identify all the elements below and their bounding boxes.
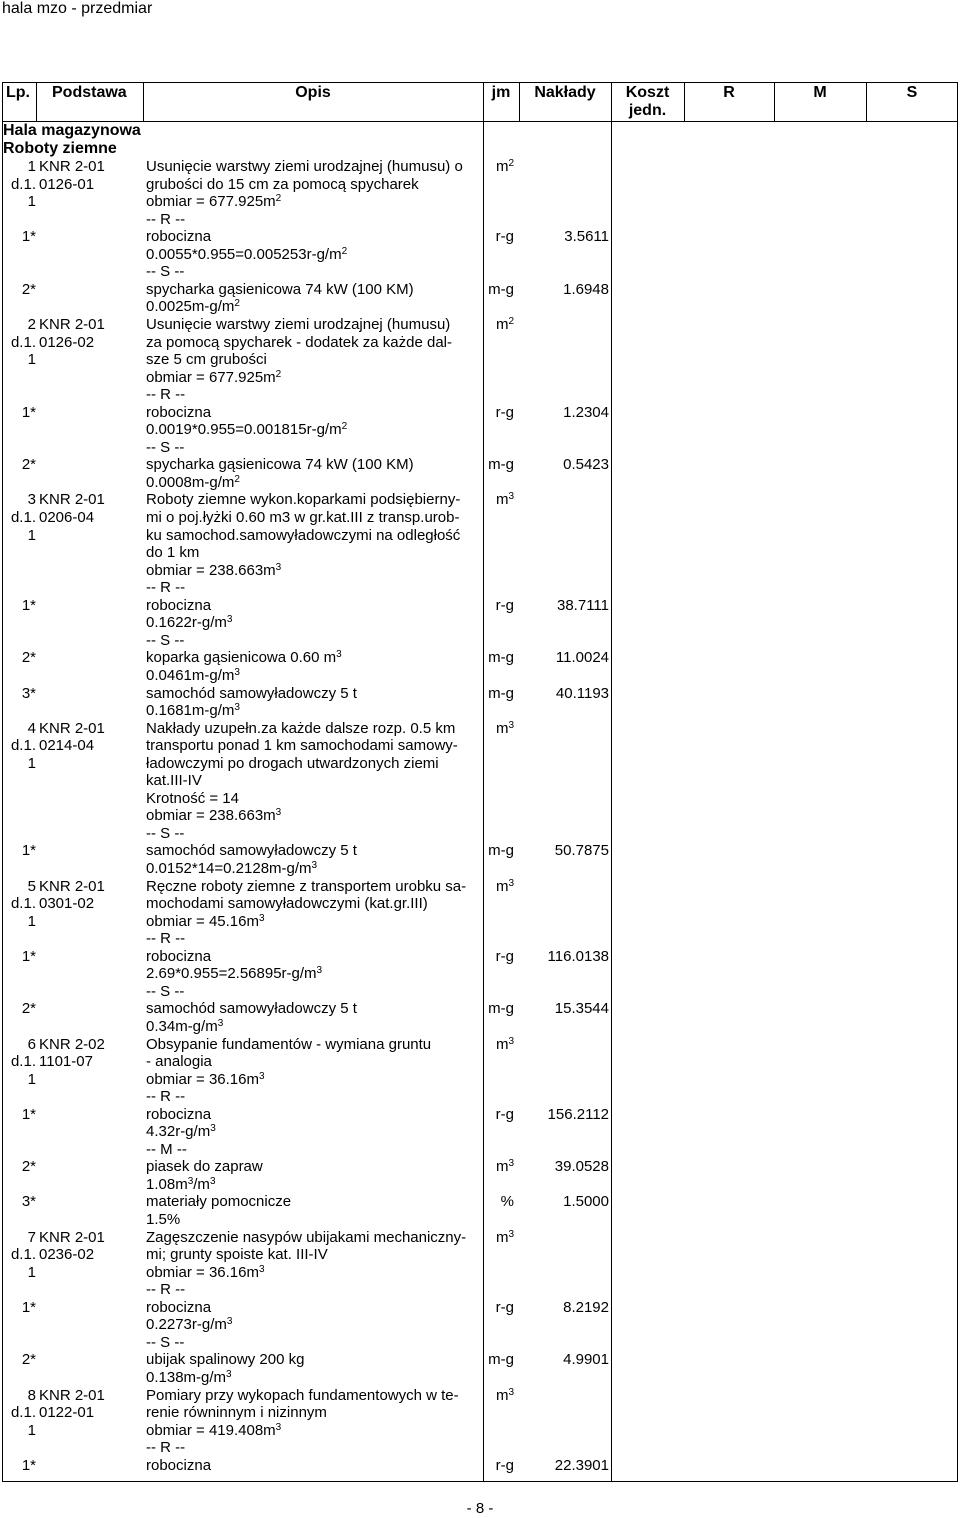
- cell-podstawa: 0122-01: [39, 1404, 95, 1422]
- cell-lp: 2*: [21, 649, 36, 667]
- cell-jm: $m^3$: [495, 877, 514, 895]
- cell-opis: Usunięcie warstwy ziemi urodzajnej (humusu): [146, 315, 451, 333]
- cell-podstawa: KNR 2-01: [39, 1386, 105, 1404]
- cell-lp: d.1.: [10, 175, 36, 193]
- cell-lp: 1: [27, 351, 36, 369]
- cell-opis: transportu ponad 1 km samochodami samowy-: [146, 737, 458, 755]
- cell-jm: $m^2$: [495, 158, 514, 175]
- cell-opis: Usunięcie warstwy ziemi urodzajnej (humusu) o: [146, 158, 463, 175]
- cell-naklady: 1.5000: [563, 1193, 609, 1211]
- table-row: [0, 1264, 960, 1282]
- table-row: [0, 614, 960, 632]
- cell-lp: d.1.: [10, 1053, 36, 1071]
- cell-podstawa: KNR 2-01: [39, 1228, 105, 1246]
- cell-podstawa: 0301-02: [39, 895, 95, 913]
- cell-opis: $0.0055*0.955=0.005253r-g/m^2$: [146, 245, 348, 263]
- header-lp: Lp.: [6, 84, 30, 101]
- cell-naklady: 39.0528: [554, 1158, 609, 1176]
- table-row: [0, 1404, 960, 1422]
- table-row: [0, 421, 960, 439]
- table-row: [0, 404, 960, 422]
- cell-opis: Pomiary przy wykopach fundamentowych w te-: [146, 1386, 459, 1404]
- table-row: [0, 456, 960, 474]
- cell-opis: -- R --: [146, 386, 186, 404]
- cell-opis: -- R --: [146, 579, 186, 597]
- cell-opis: $1.08m^3/m^3$: [146, 1175, 216, 1193]
- table-row: [0, 1071, 960, 1089]
- cell-jm: $m^3$: [495, 719, 514, 737]
- cell-opis: $4.32r-g/m^3$: [146, 1123, 216, 1141]
- table-row: [0, 632, 960, 650]
- cell-jm: m-g: [488, 280, 514, 298]
- cell-naklady: 11.0024: [555, 649, 609, 667]
- cell-opis: $0.2273r-g/m^3$: [146, 1316, 233, 1334]
- table-row: [0, 562, 960, 580]
- cell-naklady: 156.2112: [547, 1105, 609, 1123]
- cell-naklady: 38.7111: [557, 596, 609, 614]
- table-row: [0, 1369, 960, 1387]
- cell-opis: $0.1622r-g/m^3$: [146, 614, 233, 632]
- subsection-heading: Roboty ziemne: [3, 140, 117, 157]
- cell-opis: $0.0019*0.955=0.001815r-g/m^2$: [146, 421, 348, 439]
- cell-jm: $m^3$: [495, 1158, 514, 1176]
- table-row: [0, 298, 960, 316]
- cell-opis: robocizna: [146, 403, 212, 421]
- cell-opis: $2.69*0.955=2.56895r-g/m^3$: [146, 965, 323, 983]
- table-row: [0, 702, 960, 720]
- cell-jm: r-g: [495, 596, 514, 614]
- table-row: [0, 1158, 960, 1176]
- header-m: M: [813, 84, 827, 101]
- table-row: [0, 1123, 960, 1141]
- cell-opis: piasek do zapraw: [146, 1158, 263, 1176]
- header-opis: Opis: [295, 84, 331, 101]
- cell-lp: d.1.: [10, 1246, 36, 1264]
- cell-opis: $0.138m-g/m^3$: [146, 1368, 232, 1386]
- table-row: [0, 1036, 960, 1054]
- cell-opis: obmiar = $36.16m^3$: [146, 1070, 265, 1088]
- cell-opis: do 1 km: [146, 544, 200, 562]
- cell-opis: -- R --: [146, 1281, 186, 1299]
- table-row: [0, 878, 960, 896]
- cell-podstawa: KNR 2-01: [39, 491, 105, 509]
- cell-opis: Roboty ziemne wykon.koparkami podsiębierny-: [146, 491, 461, 509]
- table-row: [0, 246, 960, 264]
- cell-podstawa: KNR 2-01: [39, 719, 105, 737]
- header-koszt: Koszt: [625, 84, 670, 101]
- table-row: [0, 193, 960, 211]
- cell-podstawa: 0126-01: [39, 175, 95, 193]
- cell-jm: r-g: [495, 947, 514, 965]
- table-row: [0, 755, 960, 773]
- table-row: [0, 1211, 960, 1229]
- table-row: [0, 439, 960, 457]
- cell-naklady: 3.5611: [564, 228, 609, 246]
- page-footer: - 8 -: [466, 1500, 494, 1517]
- cell-lp: 1*: [21, 1298, 36, 1316]
- cell-opis: ubijak spalinowy 200 kg: [146, 1351, 305, 1369]
- cell-opis: sze 5 cm grubości: [146, 351, 267, 369]
- cell-opis: Ręczne roboty ziemne z transportem urobku sa-: [146, 877, 467, 895]
- cell-opis: renie równinnym i nizinnym: [146, 1404, 327, 1422]
- cell-opis: ładowczymi po drogach utwardzonych ziemi: [146, 754, 439, 772]
- table-row: [0, 1316, 960, 1334]
- cell-jm: $m^3$: [495, 1386, 514, 1404]
- cell-opis: obmiar = $677.925m^2$: [146, 193, 282, 211]
- cell-podstawa: KNR 2-01: [39, 315, 105, 333]
- cell-lp: 1: [27, 754, 36, 772]
- table-row: [0, 1351, 960, 1369]
- cell-naklady: 116.0138: [547, 947, 609, 965]
- cell-lp: 1: [27, 1421, 36, 1439]
- cell-opis: -- R --: [146, 930, 186, 948]
- page-title: hala mzo - przedmiar: [2, 0, 153, 17]
- cell-podstawa: KNR 2-01: [39, 158, 105, 175]
- section-heading: Hala magazynowa: [3, 122, 141, 139]
- table-row: [0, 1193, 960, 1211]
- cell-lp: 1*: [21, 1456, 36, 1474]
- table-row: [0, 1457, 960, 1475]
- table-row: [0, 1106, 960, 1124]
- cell-lp: 1*: [21, 947, 36, 965]
- cell-opis: Obsypanie fundamentów - wymiana gruntu: [146, 1035, 432, 1053]
- cell-opis: spycharka gąsienicowa 74 kW (100 KM): [146, 456, 414, 474]
- table-row: [0, 1422, 960, 1440]
- cell-naklady: 4.9901: [563, 1351, 609, 1369]
- table-row: [0, 1281, 960, 1299]
- cell-lp: 1: [27, 912, 36, 930]
- cell-opis: $0.0025m-g/m^2$: [146, 298, 240, 316]
- cell-opis: robocizna: [146, 947, 212, 965]
- cell-opis: robocizna: [146, 1298, 212, 1316]
- cell-jm: m-g: [488, 1000, 514, 1018]
- cell-opis: -- R --: [146, 1439, 186, 1457]
- cell-opis: -- S --: [146, 631, 185, 649]
- cell-lp: d.1.: [10, 333, 36, 351]
- cell-jm: r-g: [495, 1105, 514, 1123]
- cell-podstawa: 0206-04: [39, 509, 95, 526]
- cell-opis: materiały pomocnicze: [146, 1193, 292, 1211]
- cell-opis: 1.5%: [146, 1211, 181, 1228]
- cell-opis: - analogia: [146, 1053, 212, 1071]
- cell-podstawa: 0236-02: [39, 1246, 95, 1264]
- table-row: [0, 527, 960, 545]
- cell-opis: Zagęszczenie nasypów ubijakami mechaniczny-: [146, 1228, 467, 1246]
- cell-opis: $0.34m-g/m^3$: [146, 1017, 224, 1035]
- cell-lp: 1*: [21, 596, 36, 614]
- cell-opis: -- R --: [146, 210, 186, 228]
- table-row: [0, 1334, 960, 1352]
- table-row: [0, 1229, 960, 1247]
- table-row: [0, 316, 960, 334]
- cell-opis: Krotność = 14: [146, 789, 239, 807]
- cell-jm: r-g: [495, 228, 514, 246]
- cell-jm: r-g: [495, 1456, 514, 1474]
- cell-lp: 1*: [21, 842, 36, 860]
- cell-podstawa: 0214-04: [39, 737, 95, 755]
- table-row: [0, 948, 960, 966]
- cell-opis: koparka gąsienicowa 0.60 $m^3$: [146, 649, 342, 667]
- table-row: [0, 474, 960, 492]
- cell-lp: 3: [27, 491, 36, 509]
- cell-jm: m-g: [488, 1351, 514, 1369]
- table-row: [0, 351, 960, 369]
- cell-opis: $0.0008m-g/m^2$: [146, 473, 240, 491]
- cell-jm: m-g: [488, 842, 514, 860]
- header-podstawa: Podstawa: [52, 84, 127, 101]
- cell-opis: robocizna: [146, 1105, 212, 1123]
- table-row: [0, 1439, 960, 1457]
- cell-lp: 1: [27, 193, 36, 211]
- cell-opis: samochód samowyładowczy 5 t: [146, 842, 357, 860]
- header-r: R: [723, 84, 735, 101]
- cell-jm: r-g: [495, 403, 514, 421]
- cell-opis: -- M --: [146, 1140, 187, 1158]
- cell-jm: m-g: [488, 649, 514, 667]
- cell-lp: 8: [27, 1386, 36, 1404]
- table-row: [0, 807, 960, 825]
- table-row: [0, 983, 960, 1001]
- cell-opis: -- S --: [146, 982, 185, 1000]
- table-row: [0, 334, 960, 352]
- cell-lp: 2*: [21, 1158, 36, 1176]
- cell-jm: %: [500, 1193, 514, 1211]
- cell-opis: -- S --: [146, 824, 185, 842]
- cell-naklady: 15.3544: [554, 1000, 609, 1018]
- table-row: [0, 860, 960, 878]
- table-row: [0, 842, 960, 860]
- cell-opis: -- S --: [146, 438, 185, 456]
- table-row: [0, 1088, 960, 1106]
- cell-lp: 1: [27, 158, 36, 175]
- cell-lp: 3*: [21, 1193, 36, 1211]
- cell-lp: 6: [27, 1035, 36, 1053]
- table-row: [0, 579, 960, 597]
- table-row: [0, 895, 960, 913]
- cell-opis: spycharka gąsienicowa 74 kW (100 KM): [146, 280, 414, 298]
- cell-opis: obmiar = $45.16m^3$: [146, 912, 265, 930]
- cell-jm: $m^3$: [495, 1228, 514, 1246]
- table-row: [0, 386, 960, 404]
- cell-lp: 1: [27, 526, 36, 544]
- table-row: [0, 597, 960, 615]
- cell-opis: robocizna: [146, 1456, 212, 1474]
- table-row: [0, 825, 960, 843]
- table-row: [0, 965, 960, 983]
- cell-opis: -- S --: [146, 263, 185, 281]
- cell-opis: obmiar = $36.16m^3$: [146, 1263, 265, 1281]
- cell-naklady: 22.3901: [554, 1456, 609, 1474]
- table-row: [0, 1246, 960, 1264]
- cell-opis: ku samochod.samowyładowczymi na odległość: [146, 526, 461, 544]
- table-row: [0, 1053, 960, 1071]
- cell-lp: d.1.: [10, 509, 36, 526]
- cell-jm: m-g: [488, 456, 514, 474]
- header-koszt-jedn: jedn.: [628, 102, 667, 119]
- cell-opis: robocizna: [146, 596, 212, 614]
- cell-lp: 1*: [21, 228, 36, 246]
- cell-lp: 2: [27, 315, 36, 333]
- table-row: [0, 211, 960, 229]
- table-row: [0, 772, 960, 790]
- cell-jm: $m^3$: [495, 491, 514, 509]
- cell-opis: obmiar = $677.925m^2$: [146, 368, 282, 386]
- table-row: [0, 491, 960, 509]
- cell-lp: 4: [27, 719, 36, 737]
- cell-lp: 1: [27, 1263, 36, 1281]
- cell-jm: $m^3$: [495, 1035, 514, 1053]
- cell-naklady: 50.7875: [554, 842, 609, 860]
- cell-lp: 1: [27, 1070, 36, 1088]
- cell-podstawa: KNR 2-01: [39, 877, 105, 895]
- table-row: [0, 790, 960, 808]
- cell-opis: obmiar = $238.663m^3$: [146, 807, 282, 825]
- table-row: [0, 509, 960, 527]
- cell-lp: d.1.: [10, 895, 36, 913]
- cell-lp: d.1.: [10, 737, 36, 755]
- table-row: [0, 685, 960, 703]
- cell-lp: 7: [27, 1228, 36, 1246]
- cell-opis: mi; grunty spoiste kat. III-IV: [146, 1246, 328, 1264]
- header-naklady: Nakłady: [534, 84, 596, 101]
- cell-opis: $0.0461m-g/m^3$: [146, 666, 240, 684]
- table-row: [0, 720, 960, 738]
- cell-opis: $0.1681m-g/m^3$: [146, 702, 240, 720]
- cell-lp: 1*: [21, 1105, 36, 1123]
- cell-naklady: 1.6948: [563, 280, 609, 298]
- cell-opis: samochód samowyładowczy 5 t: [146, 684, 357, 702]
- cell-naklady: 8.2192: [563, 1298, 609, 1316]
- cell-lp: 5: [27, 877, 36, 895]
- cell-lp: 2*: [21, 280, 36, 298]
- cell-lp: 1*: [21, 403, 36, 421]
- cell-opis: obmiar = $419.408m^3$: [146, 1421, 282, 1439]
- table-row: [0, 158, 960, 176]
- cell-opis: -- R --: [146, 1088, 186, 1106]
- cell-opis: $0.0152*14=0.2128m-g/m^3$: [146, 860, 318, 877]
- table-row: [0, 667, 960, 685]
- table-row: [0, 176, 960, 194]
- cell-lp: 2*: [21, 456, 36, 474]
- cell-opis: -- S --: [146, 1333, 185, 1351]
- cell-podstawa: KNR 2-02: [39, 1035, 105, 1053]
- cell-opis: Nakłady uzupełn.za każde dalsze rozp. 0.5 km: [146, 719, 456, 737]
- table-row: [0, 1299, 960, 1317]
- cell-podstawa: 0126-02: [39, 333, 95, 351]
- table-row: [0, 1018, 960, 1036]
- table-row: [0, 281, 960, 299]
- table-row: [0, 228, 960, 246]
- cell-opis: mochodami samowyładowczymi (kat.gr.III): [146, 895, 428, 913]
- cell-opis: robocizna: [146, 228, 212, 246]
- cell-naklady: 40.1193: [555, 684, 609, 702]
- cell-jm: r-g: [495, 1298, 514, 1316]
- cell-opis: za pomocą spycharek - dodatek za każde dal-: [146, 333, 452, 351]
- cell-naklady: 0.5423: [563, 456, 609, 474]
- cell-lp: 2*: [21, 1000, 36, 1018]
- cell-opis: samochód samowyładowczy 5 t: [146, 1000, 357, 1018]
- header-jm: jm: [491, 84, 511, 101]
- cell-lp: d.1.: [10, 1404, 36, 1422]
- table-row: [0, 1141, 960, 1159]
- table-row: [0, 1176, 960, 1194]
- table-row: [0, 649, 960, 667]
- cell-lp: 3*: [21, 684, 36, 702]
- cell-jm: $m^2$: [495, 315, 514, 333]
- cell-opis: mi o poj.łyżki 0.60 m3 w gr.kat.III z transp.urob-: [146, 509, 460, 526]
- table-row: [0, 369, 960, 387]
- table-row: [0, 930, 960, 948]
- cell-jm: m-g: [488, 684, 514, 702]
- cell-lp: 2*: [21, 1351, 36, 1369]
- table-row: [0, 263, 960, 281]
- table-row: [0, 1387, 960, 1405]
- table-row: [0, 913, 960, 931]
- cell-naklady: 1.2304: [563, 403, 609, 421]
- cell-opis: obmiar = $238.663m^3$: [146, 561, 282, 579]
- header-s: S: [906, 84, 918, 101]
- cell-opis: grubości do 15 cm za pomocą spycharek: [146, 175, 419, 193]
- table-row: [0, 737, 960, 755]
- table-row: [0, 1000, 960, 1018]
- cell-podstawa: 1101-07: [39, 1053, 93, 1071]
- table-row: [0, 544, 960, 562]
- cell-opis: kat.III-IV: [146, 772, 202, 790]
